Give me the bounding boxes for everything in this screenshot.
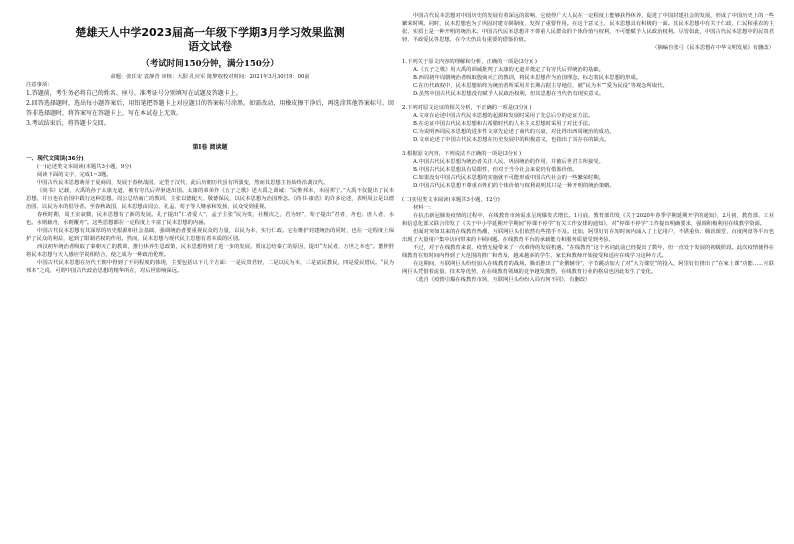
staff-line: 命题：张任宋 袁静青 审核：大阳 孔应军 陈梦权校对时间：2021年3月30日9：00前 xyxy=(110,74,310,80)
passage-paragraph: 《尚书》记载，大禹的孙子太康无道，被有穷氏后羿驱逐出国。太康的弟弟作《五子之歌》述大禹之训诫：“民惟邦本，本固邦宁。”大禹不仅提出了民本思想，并且也在治国中践行这种思想。周公总结商亡的教训，主张以德配天、敬德保民，以民本思想为治国理念。《尚书·康诰》的许多论述，表明周公是以德治国、以民为本的倡导者。至春秋战国，民本思想由周公、孔孟、荀子等人继承和发扬，民众受到重视。 xyxy=(26,188,394,210)
question-stem: 2.下列对原文论证的相关分析，不正确的一项是(3分)( ) xyxy=(402,105,532,111)
question-option: B.在论证中国古代民本思想和古希腊时代的人本主义思想时采用了对比手法。 xyxy=(413,121,594,127)
passage-paragraph: 在这期间，互联网巨头纷纷加入在线教育的战场。腾讯推出了“企鹅辅导”，字节跳动加大了对“大力课堂”的投入，阿里钉钉推出了“在家上课”功能……互联网巨头凭借着流量、技术等优势，在在线教育领域的竞争越发激烈，在线教育行业的格局也因此发生了变化。 xyxy=(402,261,774,275)
question-option: A.文章在论述中国古代民本思想的起源和发展时采用了先总后分的论证方法。 xyxy=(413,113,594,119)
passage-paragraph: 中国古代民本思想对中国历史的发展有着深远的影响，它使得广大人民在一定程度上能够获得休养，促进了中国封建社会的发展，形成了中国历史上的一些繁荣时期。同时，民本思想也为了巩固封建专制制度，发挥了重要作用。在这个意义上，民本思想具有积极的一面。其民本思想中有关于仁政、仁民和重农的主张，实质上是一种开明的统治术。中国古代民本思想并不尊重人民群众的个体价值与权利，不可能赋予人民政治权利。尽管如此，中国古代民本思想中的民贵君轻、平政爱民等思想，在今天仍具有重要的借鉴价值。 xyxy=(402,13,774,43)
passage-paragraph: 春秋时期，周王室衰微，民本思想有了新的发展。孔子提出“仁者爱人”，孟子主张“民为贵，社稷次之，君为轻”，荀子提出“君者，舟也；庶人者，水也。水则载舟，水则覆舟”。这些思想都在一定程度上丰富了民本思想的内涵。 xyxy=(26,212,394,226)
note-item: 1.答题前，考生务必将自己的姓名、座号、准考证号分别填写在试题及答题卡上。 xyxy=(26,90,242,97)
left-column xyxy=(26,0,394,544)
question-option: A.中国古代民本思想为统治者关注人民，巩固统治的作用，并被后世君主所接受。 xyxy=(413,159,604,165)
material-label: 材料一： xyxy=(413,205,435,211)
passage-paragraph: 在抗击新冠肺炎疫情的过程中，在线教育市场需求呈现爆发式增长。1月底，教育部印发《关于2020年春季学期延期开学的通知》，2月初，教育部、工业和信息化部又联合印发了《关于中小学延期开学期间“停课不停学”有关工作安排的通知》，对“停课不停学”工作提出明确要求，强调积极利用在线教学资源。 xyxy=(402,213,774,227)
exam-info: （考试时间150分钟，满分150分） xyxy=(141,59,279,69)
note-item: 3.考试结束后，将答题卡交回。 xyxy=(26,120,110,127)
notes-title: 注意事项： xyxy=(26,82,53,88)
question-option: C.为说明西周民本思想的进步性文章先论述了商代的兴衰，对比得出西周统治的成功。 xyxy=(413,129,615,135)
question-option: D.文章论述了中国古代民本思想在历史发展中的积极意义，也指出了其存在的缺点。 xyxy=(413,137,610,143)
passage-paragraph: 不过，对于在线教育来说，疫情无疑带来了一次难得的发展机遇。“在线教育”这个名词此前已经提出了数年，但一直处于发展的初级阶段。此次疫情使得在线教育在短时间内得到了大范围的推广和普及，越来越多的学生、家长和教师开始接受和适应在线学习这种方式。 xyxy=(402,245,774,259)
source-citation: （摘编自张弓《民本思想在中华文明发展》有删改） xyxy=(652,45,774,51)
subsection-title: (一)论述类文本阅读(本题共3小题，9分) xyxy=(37,164,132,170)
part-title: 第Ⅰ卷 阅读题 xyxy=(192,144,228,151)
question-option: D.虽然中国古代民本思想没有赋予人民政治权利，但其思想在当代仍有现实意义。 xyxy=(413,91,605,97)
subject-title: 语文试卷 xyxy=(188,40,232,53)
question-stem: 3.根据原文内容，下列说法不正确的一项是(3分)( ) xyxy=(402,151,522,157)
question-option: C.在历代政权中，民本思想始终为统治者所采用并长期占据主导地位，被“民为本”“爱为民役”等观念所取代。 xyxy=(413,83,668,89)
section-heading: 一、现代文阅读(36分) xyxy=(26,156,84,162)
passage-paragraph: 中国古代民本思想有其深厚的历史根源和社会基础，强调统治者要重视民众的力量，以民为本，实行仁政。它在维护封建统治的同时，也在一定程度上保护了民众的利益，起到了限制君权的作用。然而，民本思想与现代民主思想有着本质的区别。 xyxy=(26,228,394,242)
passage-paragraph: 中国古代民本思想在历代王朝中得到了不同程度的体现，主要包括以下几个方面：一是民贵君轻，二是以民为本，三是富民教民，四是爱民惜民。“民为邦本”之说，可谓中国古代政治思想的精华所在，对后世影响深远。 xyxy=(26,260,394,274)
passage-paragraph: 中国古代民本思想萌芽于夏商周，发展于春秋战国，定型于汉代，此后历朝历代虽有所演变，然而其思想主旨始终沿袭汉代。 xyxy=(37,180,329,186)
passage-paragraph: 但面对突如其来的在线教育热潮，互联网巨头们依然有些措手不及。比如，阿里钉钉在短时间内涌入了上亿用户，不堪重负；腾讯课堂、百度网盘等平台也出现了大量用户集中访问带来的卡顿问题。在线教育平台的承载能力和服务质量受到考验。 xyxy=(402,229,774,243)
right-column xyxy=(402,0,774,544)
question-option: D.中国古代民本思想不尊重百姓们的个体价值与权利说明其只是一种开明的统治策略。 xyxy=(413,183,615,189)
subsection-title: (二)实用类文本阅读(本题共3小题，12分) xyxy=(402,197,500,203)
school-title: 楚雄天人中学2023届高一年级下学期3月学习效果监测 xyxy=(75,26,345,39)
note-item: 2.回答选择题时，选出每小题答案后，用铅笔把答题卡上对应题目的答案标号涂黑。如需改动，用橡皮擦干净后，再选涂其他答案标号。回答非选择题时，将答案写在答题卡上，写在本试卷上无效。 xyxy=(26,100,394,117)
question-option: B.中国古代民本思想具有局限性，但对于当今社会来说仍有借鉴价值。 xyxy=(413,167,578,173)
question-option: B.西周初年周朝统治者吸取殷商灭亡的教训，将民本思想作为治国理念，标志着民本思想的形成。 xyxy=(413,75,642,81)
instruction: 阅读下面的文字，完成1~3题。 xyxy=(37,172,112,178)
source-citation: （选自《疫情引爆在线教育市场，互联网巨头纷纷入局有何不同》，有删改） xyxy=(413,277,591,283)
question-stem: 1.下列关于原文内容的理解和分析，正确的一项是(3分)( ) xyxy=(402,59,537,65)
passage-paragraph: 西汉初年统治者吸取了秦朝灭亡的教训，推行休养生息政策，民本思想得到了进一步的发展。贾谊总结秦亡的原因，提出“夫民者，万世之本也”。董仲舒将民本思想与天人感应学说相结合，使之成为一种政治伦理。 xyxy=(26,244,394,258)
question-option: C.如果没有中国古代民本思想的实施就不可能形成中国古代社会的一些繁荣时期。 xyxy=(413,175,604,181)
question-option: A.《五子之歌》用大禹的训诫批判了太康的无道并奠定了有穷氏后羿统治的基础。 xyxy=(413,67,604,73)
